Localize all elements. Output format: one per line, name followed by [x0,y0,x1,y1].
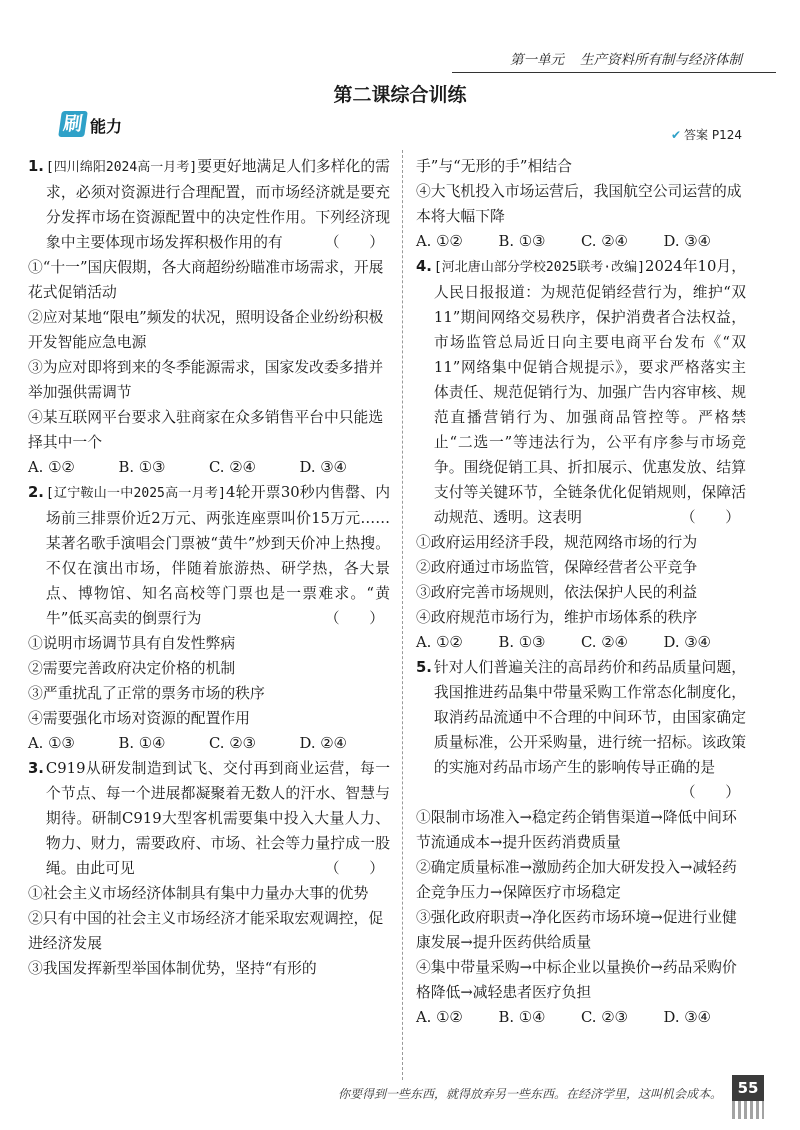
answer-choice: B. ①④ [118,735,166,752]
answer-choice: A. ①② [416,233,463,250]
question-stem: 要更好地满足人们多样化的需求，必须对资源进行合理配置，而市场经济就是要充分发挥市场在资源配置中的决定性作用。下列经济现象中主要体现市场发挥积极作用的有 [45,158,390,251]
right-questions [416,254,746,1030]
answer-choice: D. ③④ [299,459,347,476]
answer-choice: B. ①③ [118,459,166,476]
answer-choice: C. ②③ [581,1009,628,1026]
option-statement: ②需要完善政府决定价格的机制 [28,660,236,677]
question-number: 4. [416,258,432,275]
question-text [46,756,390,881]
answer-bracket: （ ） [324,860,384,877]
chapter-label: 生产资料所有制与经济体制 [580,52,742,68]
option-statement: ④大飞机投入市场运营后，我国航空公司运营的成本将大幅下降 [416,183,742,225]
question-source: [四川绵阳2024高一月考] [45,160,198,175]
answer-choice: D. ③④ [663,233,711,250]
answer-reference-text: 答案 P124 [684,128,742,142]
page-corner-decoration [732,1101,764,1119]
answer-choice: A. ①③ [28,735,75,752]
option-statement: ④某互联网平台要求入驻商家在众多销售平台中只能选择其中一个 [28,409,384,451]
right-column [416,154,746,1030]
question-text [46,154,390,255]
question-source: [辽宁鞍山一中2025高一月考] [45,486,226,501]
question-row [416,655,746,805]
answer-bracket: （ ） [680,509,740,526]
question-stem: 4轮开票30秒内售罄、内场前三排票价近2万元、两张连座票叫价15万元……某著名歌手演唱会门票被“黄牛”炒到天价冲上热搜。不仅在演出市场，伴随着旅游热、研学热，各大景点、博物馆、知名高校等门票也是一票难求。“黄牛”低买高卖的倒票行为 [45,484,390,627]
question-number: 3. [28,760,44,777]
answer-choice: D. ③④ [663,634,711,651]
option-statement: ②应对某地“限电”频发的状况，照明设备企业纷纷积极开发智能应急电源 [28,309,384,351]
answer-choice: C. ②④ [209,459,256,476]
question-number: 1. [28,158,44,175]
option-statement: ④集中带量采购→中标企业以量换价→药品采购价格降低→减轻患者医疗负担 [416,959,737,1001]
answer-choice: A. ①② [416,1009,463,1026]
question-number: 2. [28,484,44,501]
answer-choice: D. ③④ [663,1009,711,1026]
question-text [434,254,746,530]
question-3 [28,756,390,981]
question-row [416,254,746,530]
question-3-continued-options [416,179,746,229]
option-statement: ①社会主义市场经济体制具有集中力量办大事的优势 [28,885,369,902]
answer-choices [416,630,746,655]
header-rule [452,72,776,73]
column-divider [402,150,403,1080]
left-column [28,154,390,981]
option-statement: ③严重扰乱了正常的票务市场的秩序 [28,685,265,702]
answer-choice: C. ②④ [581,233,628,250]
question-3-choices [416,229,746,254]
answer-choice: B. ①④ [498,1009,546,1026]
option-statement: ①政府运用经济手段，规范网络市场的行为 [416,534,698,551]
answer-choice: C. ②④ [581,634,628,651]
question-stem: 针对人们普遍关注的高昂药价和药品质量问题，我国推进药品集中带量采购工作常态化制度化，取消药品流通中不合理的中间环节，由国家确定质量标准，公开采购量，进行统一招标。该政策的实施对药品市场产生的影响传导正确的是 [433,659,746,776]
section-badge-word: 能力 [90,117,123,136]
page-number: 55 [732,1075,764,1101]
footer-quote: 你要得到一些东西，就得放弃另一些东西。在经济学里，这叫机会成本。 [337,1087,722,1101]
question-5 [416,655,746,1030]
option-statement: ③我国发挥新型举国体制优势，坚持“有形的 [28,960,317,977]
question-1 [28,154,390,480]
answer-choice: D. ②④ [299,735,347,752]
answer-choice: A. ①② [28,459,75,476]
answer-bracket: （ ） [324,234,384,251]
question-2 [28,480,390,756]
answer-choice: C. ②③ [209,735,256,752]
section-badge [60,111,138,139]
answer-choice: B. ①③ [498,634,546,651]
answer-choice: A. ①② [416,634,463,651]
answer-choices [416,1005,746,1030]
answer-reference [671,126,742,143]
question-text [46,480,390,631]
option-statement: ④政府规范市场行为，维护市场体系的秩序 [416,609,698,626]
option-statement: ②确定质量标准→激励药企加大研发投入→减轻药企竞争压力→保障医疗市场稳定 [416,859,737,901]
lesson-title: 第二课综合训练 [333,84,467,106]
answer-choices [28,731,390,756]
question-stem: C919从研发制造到试飞、交付再到商业运营，每一个节点、每一个进展都凝聚着无数人的汗水、智慧与期待。研制C919大型客机需要集中投入大量人力、物力、财力，需要政府、市场、社会等力量拧成一股绳。由此可见 [45,760,390,877]
running-header [510,48,742,68]
option-statement: ④需要强化市场对资源的配置作用 [28,710,250,727]
question-3-continuation: 手”与“无形的手”相结合 [416,158,572,175]
option-statement: ①“十一”国庆假期，各大商超纷纷瞄准市场需求，开展花式促销活动 [28,259,384,301]
option-statement: ③为应对即将到来的冬季能源需求，国家发改委多措并举加强供需调节 [28,359,384,401]
question-text [434,655,746,805]
check-icon: ✔ [670,128,682,142]
section-badge-mark: 刷 [58,111,88,137]
option-statement: ②政府通过市场监管，保障经营者公平竞争 [416,559,698,576]
question-row [28,480,390,631]
option-statement: ③政府完善市场规则，依法保护人民的利益 [416,584,698,601]
option-statement: ②只有中国的社会主义市场经济才能采取宏观调控，促进经济发展 [28,910,384,952]
question-stem: 2024年10月，人民日报报道：为规范促销经营行为，维护“双11”期间网络交易秩序，保护消费者合法权益，市场监管总局近日向主要电商平台发布《“双11”网络集中促销合规提示》，要求严格落实主体责任、规范促销行为、加强广告内容审核、规范直播营销行为、加强商品管控等。严格禁止“二选一”等违法行为，公平有序参与市场竞争。围绕促销工具、折扣展示、优惠发放、结算支付等关键环节，全链条优化促销规则，保障活动规范、透明。这表明 [433,258,746,526]
question-source: [河北唐山部分学校2025联考·改编] [433,260,646,275]
answer-bracket: （ ） [324,610,384,627]
question-row [28,756,390,881]
answer-choice: B. ①③ [498,233,546,250]
question-number: 5. [416,659,432,676]
question-row [28,154,390,255]
option-statement: ①说明市场调节具有自发性弊病 [28,635,236,652]
option-statement: ①限制市场准入→稳定药企销售渠道→降低中间环节流通成本→提升医药消费质量 [416,809,737,851]
unit-label: 第一单元 [510,52,564,68]
question-4 [416,254,746,655]
answer-bracket: （ ） [680,784,740,801]
option-statement: ③强化政府职责→净化医药市场环境→促进行业健康发展→提升医药供给质量 [416,909,737,951]
answer-choices [28,455,390,480]
